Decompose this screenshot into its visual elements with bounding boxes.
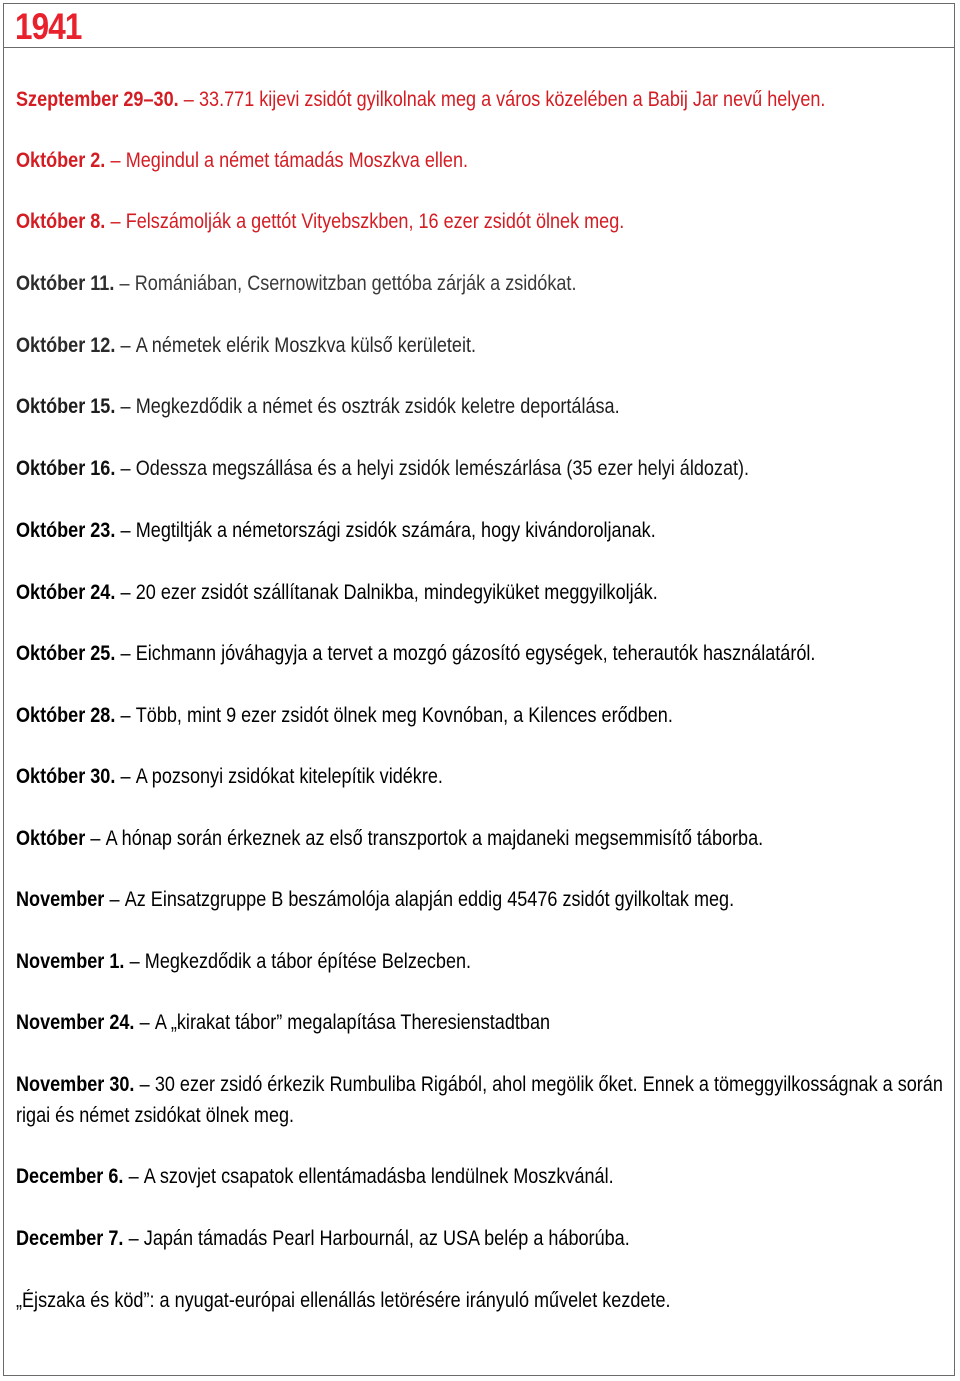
entry-dash: – [120,457,131,480]
entry-dash: – [110,210,121,233]
timeline-entry [16,453,816,484]
entry-dash: – [120,395,131,418]
entry-text: Megkezdődik a német és osztrák zsidók keletre deportálása. [135,395,620,418]
entry-text: Az Einsatzgruppe B beszámolója alapján eddig 45476 zsidót gyilkoltak meg. [124,888,735,911]
entry-date: November 24. [16,1011,135,1034]
timeline-entry [16,884,816,915]
entry-dash: – [129,950,140,973]
entry-date: Október 23. [16,519,116,542]
entry-text: 33.771 kijevi zsidót gyilkolnak meg a város közelében a Babij Jar nevű helyen. [199,88,826,111]
entry-text: Felszámolják a gettót Vityebszkben, 16 ezer zsidót ölnek meg. [125,210,625,233]
entry-dash: – [120,704,131,727]
timeline-entry [16,946,816,977]
entry-date: November [16,888,105,911]
entry-date: Október 2. [16,149,106,172]
entry-dash: – [120,519,131,542]
timeline-entry [16,206,816,237]
timeline-entry [16,1161,816,1192]
timeline-entry [16,1069,945,1131]
timeline-entry [16,700,816,731]
entry-dash: – [109,888,120,911]
entry-date: November 30. [16,1073,135,1096]
entry-text: Odessza megszállása és a helyi zsidók lemészárlása (35 ezer helyi áldozat). [135,457,750,480]
timeline-entry [16,391,816,422]
timeline-entry [16,268,816,299]
entry-date: Október 25. [16,642,116,665]
timeline-entry [16,638,816,669]
entry-date: Október 30. [16,765,116,788]
entry-dash: – [90,827,101,850]
entry-dash: – [120,642,131,665]
entry-date: Október 11. [16,272,115,295]
year-title: 1941 [15,6,82,47]
timeline-entry [16,1007,816,1038]
entry-date: November 1. [16,950,125,973]
entry-text: Megtiltják a németországi zsidók számára, hogy kivándoroljanak. [135,519,656,542]
entry-date: Október [16,827,86,850]
entry-dash: – [110,149,121,172]
entry-text: 20 ezer zsidót szállítanak Dalnikba, mindegyiküket meggyilkolják. [135,581,658,604]
entry-dash: – [139,1073,150,1096]
entry-date: Október 28. [16,704,116,727]
entry-date: Október 16. [16,457,116,480]
entry-text: Megkezdődik a tábor építése Belzecben. [144,950,472,973]
timeline-entry [16,1285,816,1316]
timeline-entry [16,1223,816,1254]
timeline-entry [16,761,816,792]
entry-text: A szovjet csapatok ellentámadásba lendülnek Moszkvánál. [143,1165,614,1188]
entry-text: Eichmann jóváhagyja a tervet a mozgó gázosító egységek, teherautók használatáról. [135,642,816,665]
entry-text: Több, mint 9 ezer zsidót ölnek meg Kovnóban, a Kilences erődben. [135,704,673,727]
entry-date: December 7. [16,1227,124,1250]
entry-date: Szeptember 29–30. [16,88,179,111]
timeline-entry [16,577,816,608]
entry-text: A pozsonyi zsidókat kitelepítik vidékre. [135,765,443,788]
entry-dash: – [120,765,131,788]
entry-date: Október 24. [16,581,116,604]
entry-dash: – [183,88,194,111]
entry-text: Megindul a német támadás Moszkva ellen. [125,149,469,172]
entry-dash: – [128,1165,139,1188]
entry-text: A németek elérik Moszkva külső kerületeit. [135,334,477,357]
entry-dash: – [120,334,131,357]
entry-text: Romániában, Csernowitzban gettóba zárják a zsidókat. [134,272,577,295]
entry-date: December 6. [16,1165,124,1188]
timeline-entry [16,330,816,361]
entry-text: A hónap során érkeznek az első transzportok a majdaneki megsemmisítő táborba. [105,827,764,850]
entry-text: 30 ezer zsidó érkezik Rumbuliba Rigából, ahol megölik őket. Ennek a tömeggyilkosságnak a során rigai és német zsidókat ölnek meg. [16,1073,943,1127]
timeline-entry [16,515,816,546]
entry-date: Október 15. [16,395,116,418]
entry-text: Japán támadás Pearl Harbournál, az USA belép a háborúba. [143,1227,630,1250]
entry-dash: – [139,1011,150,1034]
entry-text: A „kirakat tábor” megalapítása Theresienstadtban [154,1011,551,1034]
timeline-entry [16,823,816,854]
entry-dash: – [128,1227,139,1250]
timeline-entry [16,145,816,176]
entry-date: Október 12. [16,334,116,357]
entry-dash: – [119,272,130,295]
entry-text: „Éjszaka és köd”: a nyugat-európai ellenállás letörésére irányuló művelet kezdete. [16,1289,671,1312]
entry-date: Október 8. [16,210,106,233]
entry-dash: – [120,581,131,604]
year-header [3,3,955,48]
timeline-entry [16,84,826,115]
